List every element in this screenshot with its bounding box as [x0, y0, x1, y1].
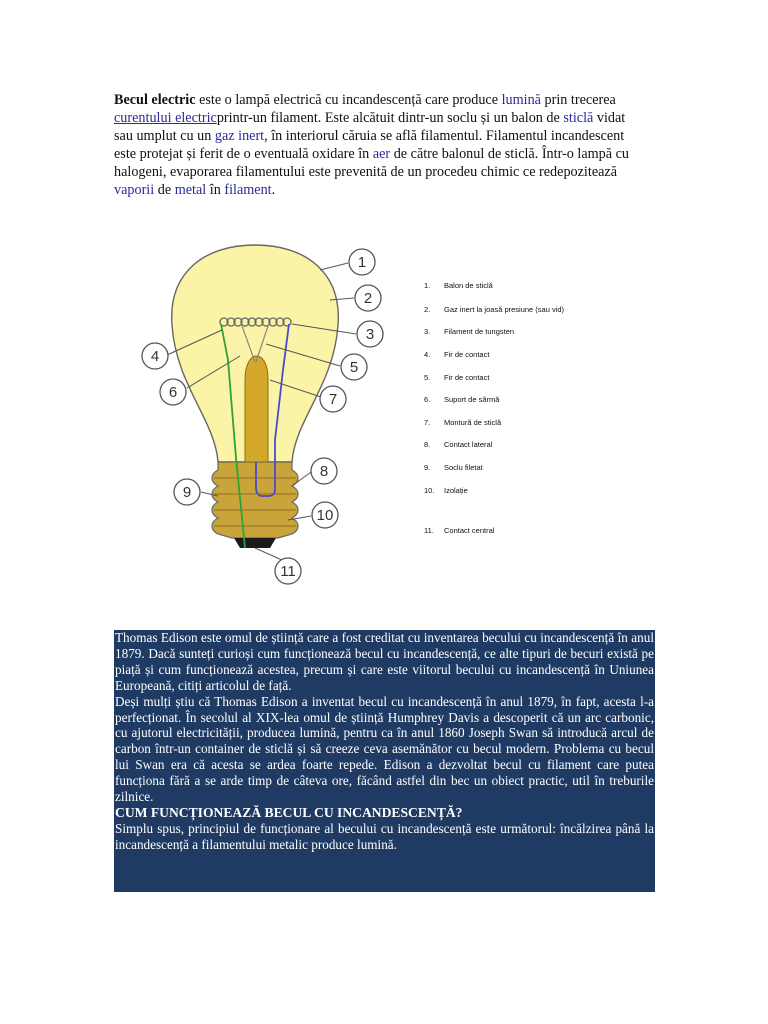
intro-text: , în interiorul căruia se află filamentul. Filamentul incandescent este protejat și ferit de o eventuală oxidare în [114, 128, 625, 162]
legend-item: 5. Fir de contact [424, 373, 490, 382]
section-heading: CUM FUNCȚIONEAZĂ BECUL CU INCANDESCENȚĂ? [115, 804, 463, 820]
legend-item: 6. Suport de sârmă [424, 395, 500, 404]
legend-item: 10. Izolație [424, 486, 468, 495]
article-paragraph: Simplu spus, principiul de funcționare al becului cu incandescență este următorul: încălzirea până la incandescență a filamentului metalic produce lumină. [115, 820, 654, 852]
intro-paragraph [114, 91, 644, 199]
legend-item: 1. Balon de sticlă [424, 281, 493, 290]
light-bulb-diagram [130, 232, 400, 592]
intro-text: vidat sau umplut cu un [114, 110, 626, 144]
link-gaz-inert[interactable]: gaz inert [214, 128, 265, 144]
screw-base [212, 462, 298, 538]
callout-label: 11 [280, 563, 296, 580]
intro-text: este o lampă electrică cu incandescență care produce [195, 92, 502, 108]
article-section [114, 630, 655, 892]
legend-item: 9. Soclu filetat [424, 463, 483, 472]
legend-item: 4. Fir de contact [424, 350, 490, 359]
link-vaporii[interactable]: vaporii [114, 182, 155, 198]
glass-stem [245, 356, 268, 462]
link-aer[interactable]: aer [372, 146, 391, 162]
legend-item: 7. Montură de sticlă [424, 418, 502, 427]
legend-item: 8. Contact lateral [424, 440, 493, 449]
legend-item: 3. Filament de tungsten [424, 327, 515, 336]
callout-label: 4 [150, 348, 160, 365]
callout-label: 7 [328, 391, 338, 408]
callout-label: 1 [357, 254, 367, 271]
intro-text: de către balonul de sticlă. Într-o lampă cu halogeni, evaporarea filamentului este prevenită de un procedeu chimic ce redepozitează [114, 146, 629, 180]
callout-label: 6 [168, 384, 178, 401]
intro-text: de [154, 182, 175, 198]
article-paragraph: Thomas Edison este omul de știință care a fost creditat cu inventarea becului cu incandescență în anul 1879. Dacă sunteți curioși cum funcționează becul cu incandescență, ce alte tipuri de becuri există pe piață și cum funcționează acestea, precum și care este viitorul becului cu incandescență în Uniunea Europeană, citiți articolul de față. [115, 630, 654, 693]
link-curent-electric[interactable]: curentului electric [114, 110, 217, 126]
legend-item: 2. Gaz inert la joasă presiune (sau vid) [424, 305, 565, 314]
link-metal[interactable]: metal [174, 182, 207, 198]
link-filament[interactable]: filament [224, 182, 272, 198]
article-paragraph: Deși mulți știu că Thomas Edison a inventat becul cu incandescență în anul 1879, în fapt, acesta l-a perfecționat. În secolul al XIX-lea omul de știință Humphrey Davis a descoperit că un arc carbonic, cu ajutorul electricității, producea lumină, pentru ca în anul 1860 Joseph Swan să introducă arcul de carbon într-un container de sticlă și să creeze ceva asemănător cu becul modern. Problema cu becul lui Swan era că acesta se ardea foarte repede. Edison a dezvoltat becul cu filament care putea funcționa fără a se arde timp de câteva ore, făcând astfel din bec un obiect practic, util în treburile zilnice. [115, 693, 654, 805]
callout-label: 2 [363, 290, 373, 307]
callout-label: 10 [316, 507, 334, 524]
callout-label: 3 [365, 326, 375, 343]
intro-text: prin trecerea [540, 92, 616, 108]
central-contact [234, 538, 276, 548]
intro-text: . [271, 182, 276, 198]
intro-text: printr-un filament. Este alcătuit dintr-un soclu și un balon de [216, 110, 564, 126]
callout-label: 8 [319, 463, 329, 480]
callout-label: 5 [349, 359, 359, 376]
link-lumina[interactable]: lumină [501, 92, 541, 108]
callout-label: 9 [182, 484, 192, 501]
link-sticla[interactable]: sticlă [563, 110, 594, 126]
legend-item: 11. Contact central [424, 526, 495, 535]
intro-text: în [206, 182, 225, 198]
intro-lead: Becul electric [114, 92, 196, 108]
